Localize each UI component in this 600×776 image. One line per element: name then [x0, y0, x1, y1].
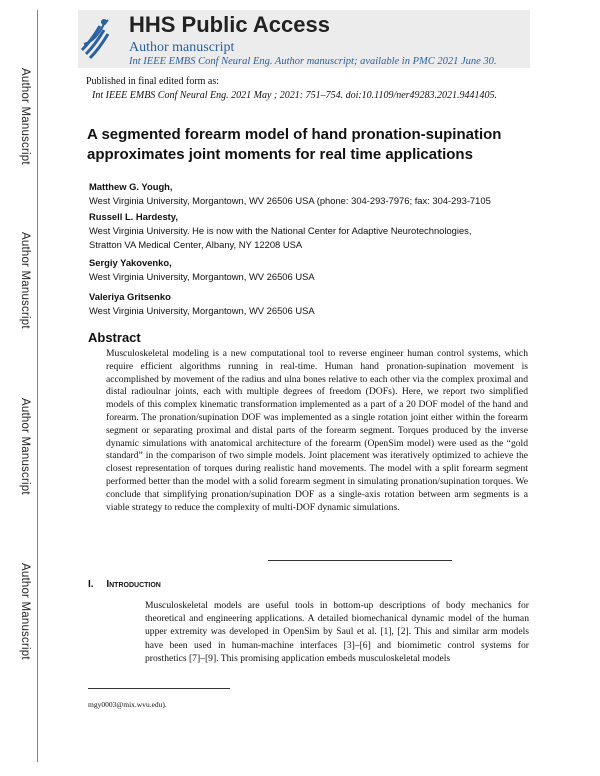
abstract-heading: Abstract	[88, 330, 141, 345]
citation-line: Int IEEE EMBS Conf Neural Eng. 2021 May ; 2021: 751–754. doi:10.1109/ner49283.2021.9441405.	[92, 90, 498, 101]
sidebar-label-1: Author Manuscript	[19, 68, 31, 165]
author-block	[89, 210, 501, 252]
sidebar-divider	[37, 10, 38, 762]
paper-title: A segmented forearm model of hand pronation-supination approximates joint moments for real time applications	[87, 126, 502, 163]
header-journal-line: Int IEEE EMBS Conf Neural Eng. Author manuscript; available in PMC 2021 June 30.	[129, 56, 497, 67]
author-affiliation: West Virginia University, Morgantown, WV 26506 USA	[89, 271, 315, 282]
footnote-text: mgy0003@mix.wvu.edu).	[88, 700, 167, 709]
section-divider	[268, 560, 452, 561]
author-block	[89, 290, 529, 318]
footnote-divider	[88, 688, 230, 689]
author-name: Sergiy Yakovenko,	[89, 257, 172, 268]
sidebar-label-2: Author Manuscript	[19, 232, 31, 329]
sidebar-label-4: Author Manuscript	[19, 563, 31, 660]
section-title: Introduction	[106, 579, 161, 590]
author-affiliation: West Virginia University, Morgantown, WV 26506 USA (phone: 304-293-7976; fax: 304-293-7105	[89, 195, 491, 206]
header-subtitle: Author manuscript	[129, 40, 235, 55]
introduction-text: Musculoskeletal models are useful tools in bottom-up descriptions of body mechanics for theoretical and engineering applications. A detailed biomechanical dynamic model of the human upper extremity was developed in OpenSim by Saul et al. [1], [2]. This and similar arm models have been used in human-machine interfaces [3]–[6] and biomimetic control systems for prosthetics [7]–[9]. This promising application embeds musculoskeletal models	[145, 600, 529, 664]
author-block	[89, 256, 529, 284]
abstract-text: Musculoskeletal modeling is a new computational tool to reverse engineer human control systems, which require efficient algorithms running in real-time. Human hand pronation-supination movement is accomplished by movement of the radius and ulna bones relative to each other via the complex proximal and distal radioulnar joints, each with multiple degrees of freedom (DOFs). Here, we report two simplified models of this complex kinematic transformation implemented as a part of a 20 DOF model of the hand and forearm. The pronation/supination DOF was implemented as a single rotation joint either within the forearm segment or separating proximal and distal parts of the forearm segment. Torques produced by the inverse dynamic simulations with anatomical architecture of the forearm (OpenSim model) were used as the “gold standard” in the comparison of two simple models. Joint placement was iteratively optimized to achieve the closest representation of torques during realistic hand movements. The model with a split forearm segment performed better than the model with a solid forearm segment in simulating pronation/supination torques. We conclude that simplifying pronation/supination DOF as a single-axis rotation between arm segments is a viable strategy to reduce the complexity of multi-DOF dynamic simulations.	[106, 348, 528, 513]
section-number: I.	[88, 579, 94, 590]
hhs-eagle-logo-icon	[78, 14, 112, 64]
sidebar-label-3: Author Manuscript	[19, 398, 31, 495]
header-title: HHS Public Access	[129, 12, 330, 37]
author-name: Russell L. Hardesty,	[89, 211, 178, 222]
author-affiliation: West Virginia University. He is now with the National Center for Adaptive Neurotechnologies, Stratton VA Medical Center, Albany, NY 12208 USA	[89, 225, 472, 250]
author-name: Valeriya Gritsenko	[89, 291, 171, 302]
author-name: Matthew G. Yough,	[89, 181, 173, 192]
author-block	[89, 180, 529, 208]
author-affiliation: West Virginia University, Morgantown, WV 26506 USA	[89, 305, 315, 316]
section-heading-introduction	[88, 579, 161, 590]
published-in-label: Published in final edited form as:	[86, 76, 220, 87]
